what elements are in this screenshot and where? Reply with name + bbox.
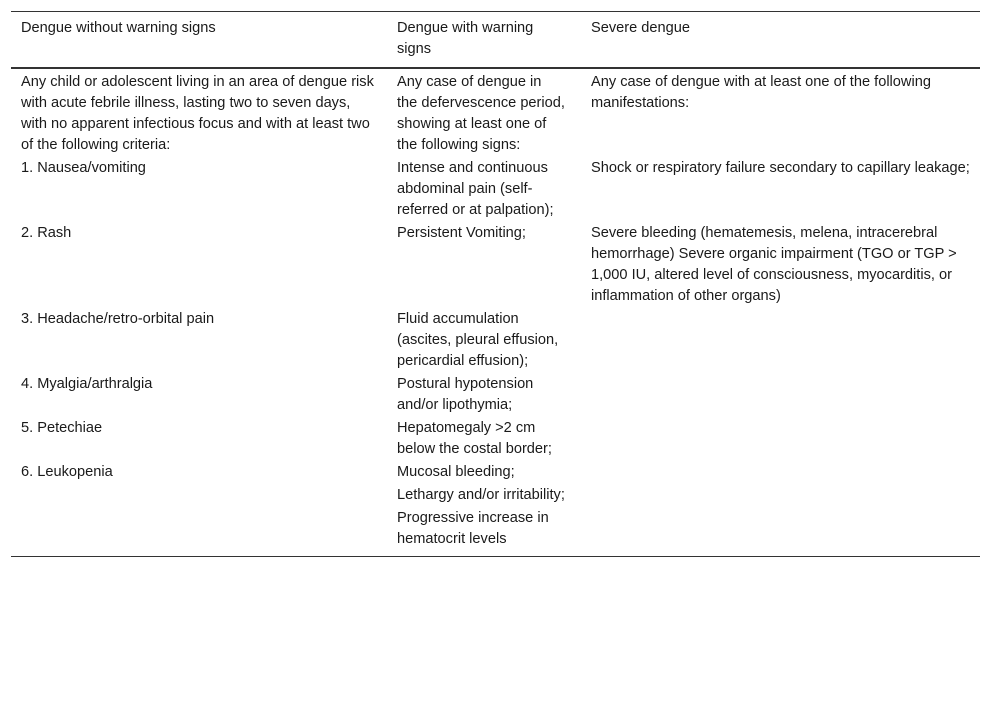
table-body: [11, 68, 980, 557]
cell-line: Lethargy and/or irritability;: [397, 487, 565, 503]
table-cell: 1. Nausea/vomiting: [21, 160, 146, 176]
table-cell: Any case of dengue with at least one of the following manifestations:: [591, 74, 931, 111]
criteria-table-container: [11, 11, 980, 557]
table-cell: 6. Leukopenia: [11, 462, 387, 557]
table-cell: 5. Petechiae: [21, 420, 103, 436]
table-cell: [581, 462, 980, 557]
table-cell: Any child or adolescent living in an area of dengue risk with acute febrile illness, lasting two to seven days, with no apparent infectious focus and with at least two of the following criteria:: [21, 74, 374, 153]
table-cell: [581, 374, 980, 418]
table-cell: Postural hypotension and/or lipothymia;: [397, 376, 534, 413]
dengue-classification-table: [11, 11, 980, 557]
table-cell: [581, 418, 980, 462]
header-severe-dengue: Severe dengue: [581, 12, 980, 69]
table-cell: [387, 462, 581, 557]
cell-line: Mucosal bleeding;: [397, 464, 515, 480]
table-cell: Hepatomegaly >2 cm below the costal border;: [397, 420, 552, 457]
table-row: [11, 374, 980, 418]
table-row: [11, 462, 980, 557]
table-cell: [581, 309, 980, 374]
table-cell: Severe bleeding (hematemesis, melena, intracerebral hemorrhage) Severe organic impairment (TGO or TGP > 1,000 IU, altered level of consciousness, myocarditis, or inflammation of other organs): [591, 225, 957, 304]
table-cell: Intense and continuous abdominal pain (self-referred or at palpation);: [397, 160, 554, 218]
header-without-warning-signs: Dengue without warning signs: [11, 12, 387, 69]
header-with-warning-signs: Dengue with warning signs: [387, 12, 581, 69]
table-cell: Shock or respiratory failure secondary to capillary leakage;: [591, 160, 970, 176]
table-row: [11, 418, 980, 462]
table-cell: Persistent Vomiting;: [397, 225, 526, 241]
table-row: [11, 223, 980, 309]
table-cell: 2. Rash: [21, 225, 72, 241]
table-cell: Fluid accumulation (ascites, pleural effusion, pericardial effusion);: [397, 311, 559, 369]
header-row: [11, 12, 980, 69]
table-cell: 4. Myalgia/arthralgia: [21, 376, 153, 392]
table-cell: Any case of dengue in the defervescence period, showing at least one of the following signs:: [397, 74, 565, 153]
cell-line: Progressive increase in hematocrit levels: [397, 510, 549, 547]
table-header: [11, 12, 980, 69]
table-row: [11, 68, 980, 158]
table-row: [11, 309, 980, 374]
table-cell: 3. Headache/retro-orbital pain: [21, 311, 215, 327]
table-row: [11, 158, 980, 223]
